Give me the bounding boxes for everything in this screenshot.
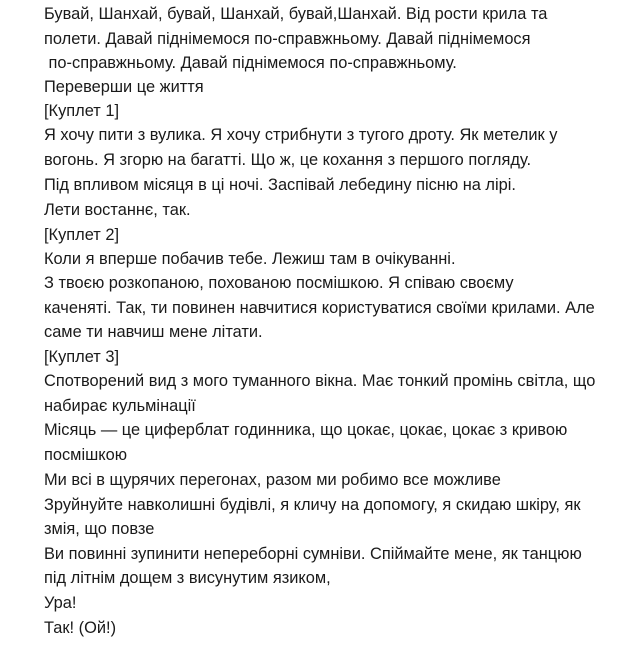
lyrics-line: каченяті. Так, ти повинен навчитися користуватися своїми крилами. Але: [44, 299, 595, 317]
lyrics-line: під літнім дощем з висунутим язиком,: [44, 569, 331, 587]
lyrics-line: Коли я вперше побачив тебе. Лежиш там в очікуванні.: [44, 250, 456, 268]
lyrics-line: посмішкою: [44, 446, 128, 464]
lyrics-line: Під впливом місяця в ці ночі. Заспівай лебедину пісню на лірі.: [44, 176, 516, 194]
verse-heading: [Куплет 3]: [44, 348, 120, 366]
lyrics-line: Ми всі в щурячих перегонах, разом ми робимо все можливе: [44, 471, 501, 489]
lyrics-line: Лети востаннє, так.: [44, 201, 191, 219]
lyrics-line: набирає кульмінації: [44, 397, 196, 415]
lyrics-line: Я хочу пити з вулика. Я хочу стрибнути з тугого дроту. Як метелик у: [44, 126, 558, 144]
lyrics-line: полети. Давай піднімемося по-справжньому. Давай піднімемося: [44, 30, 531, 48]
lyrics-line: саме ти навчиш мене літати.: [44, 323, 263, 341]
lyrics-line: Ви повинні зупинити непереборні сумніви. Спіймайте мене, як танцюю: [44, 545, 582, 563]
lyrics-line: Місяць — це циферблат годинника, що цокає, цокає, цокає з кривою: [44, 421, 568, 439]
lyrics-line: Спотворений вид з мого туманного вікна. Має тонкий промінь світла, що: [44, 372, 596, 390]
lyrics-line: Бувай, Шанхай, бувай, Шанхай, бувай,Шанхай. Від рости крила та: [44, 5, 548, 23]
lyrics-line: змія, що повзе: [44, 520, 155, 538]
lyrics-line: Так! (Ой!): [44, 619, 117, 637]
lyrics-line: вогонь. Я згорю на багатті. Що ж, це кохання з першого погляду.: [44, 151, 532, 169]
lyrics-line: Зруйнуйте навколишні будівлі, я кличу на допомогу, я скидаю шкіру, як: [44, 496, 581, 514]
verse-heading: [Куплет 2]: [44, 226, 120, 244]
lyrics-line: Ура!: [44, 594, 77, 612]
lyrics-line: по-справжньому. Давай піднімемося по-справжньому.: [44, 54, 457, 72]
lyrics-line: Переверши це життя: [44, 78, 204, 96]
lyrics-line: З твоєю розкопаною, похованою посмішкою. Я співаю своєму: [44, 274, 514, 292]
verse-heading: [Куплет 1]: [44, 102, 120, 120]
